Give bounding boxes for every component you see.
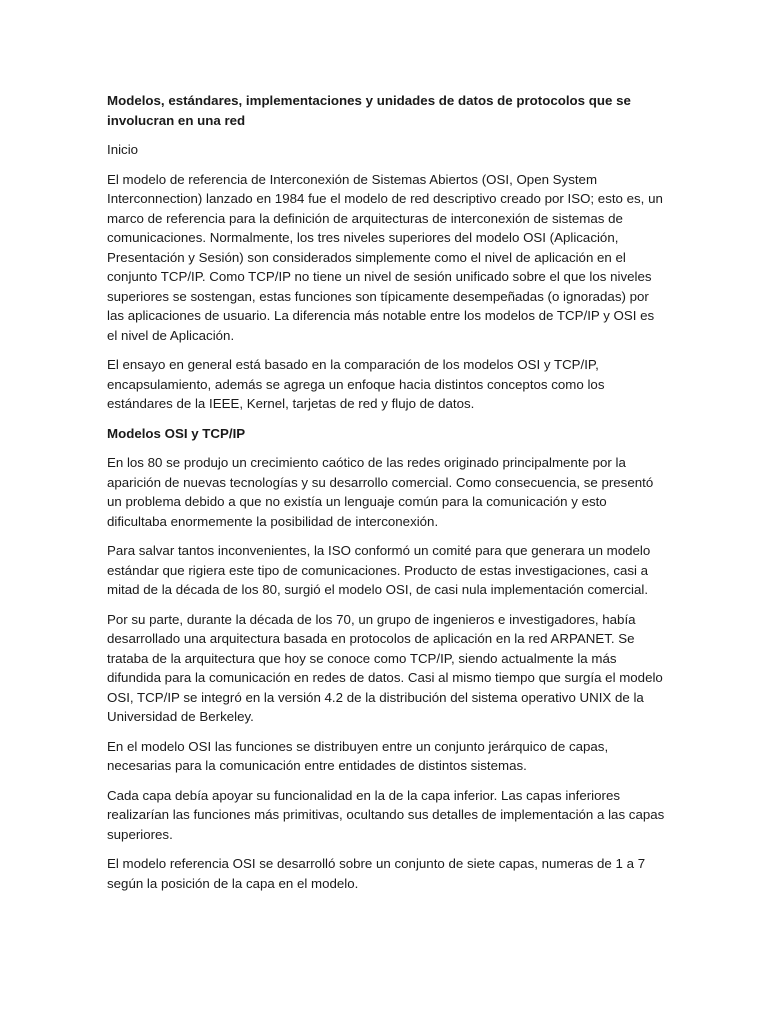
paragraph-layer-support: Cada capa debía apoyar su funcionalidad en la de la capa inferior. Las capas inferiores realizarían las funciones más primitivas, ocultando sus detalles de implementación a las capas superiores. <box>107 787 665 842</box>
section-heading: Modelos OSI y TCP/IP <box>107 425 246 441</box>
paragraph-essay-summary: El ensayo en general está basado en la comparación de los modelos OSI y TCP/IP, encapsulamiento, además se agrega un enfoque hacia distintos conceptos como los estándares de la IEEE, Kernel, tarjetas de red y flujo de datos. <box>107 357 605 411</box>
paragraph-80s-growth: En los 80 se produjo un crecimiento caótico de las redes originado principalmente por la aparición de nuevas tecnologías y su desarrollo comercial. Como consecuencia, se presentó un problema debido a que no existía un lenguaje común para la comunicación y esto dificultaba enormemente la posibilidad de interconexión. <box>107 455 654 529</box>
document-title: Modelos, estándares, implementaciones y unidades de datos de protocolos que se involucran en una red <box>107 93 631 128</box>
intro-label: Inicio <box>107 142 139 157</box>
document-body <box>107 91 665 903</box>
paragraph-osi-layers: En el modelo OSI las funciones se distribuyen entre un conjunto jerárquico de capas, necesarias para la comunicación entre entidades de distintos sistemas. <box>107 738 609 773</box>
paragraph-tcpip-history: Por su parte, durante la década de los 70, un grupo de ingenieros e investigadores, había desarrollado una arquitectura basada en protocolos de aplicación en la red ARPANET. Se trataba de la arquitectura que hoy se conoce como TCP/IP, siendo actualmente la más difundida para la comunicación en redes de datos. Casi al mismo tiempo que surgía el modelo OSI, TCP/IP se integró en la versión 4.2 de la distribución del sistema operativo UNIX de la Universidad de Berkeley. <box>107 611 663 724</box>
paragraph-iso-committee: Para salvar tantos inconvenientes, la ISO conformó un comité para que generara un modelo estándar que rigiera este tipo de comunicaciones. Producto de estas investigaciones, casi a mitad de la década de los 80, surgió el modelo OSI, de casi nula implementación comercial. <box>107 543 651 597</box>
paragraph-seven-layers: El modelo referencia OSI se desarrolló sobre un conjunto de siete capas, numeras de 1 a 7 según la posición de la capa en el modelo. <box>107 856 646 891</box>
paragraph-osi-definition: El modelo de referencia de Interconexión de Sistemas Abiertos (OSI, Open System Interconnection) lanzado en 1984 fue el modelo de red descriptivo creado por ISO; esto es, un marco de referencia para la definición de arquitecturas de interconexión de sistemas de comunicaciones. Normalmente, los tres niveles superiores del modelo OSI (Aplicación, Presentación y Sesión) son considerados simplemente como el nivel de aplicación en el conjunto TCP/IP. Como TCP/IP no tiene un nivel de sesión unificado sobre el que los niveles superiores se sostengan, estas funciones son típicamente desempeñadas (o ignoradas) por las aplicaciones de usuario. La diferencia más notable entre los modelos de TCP/IP y OSI es el nivel de Aplicación. <box>107 171 663 343</box>
